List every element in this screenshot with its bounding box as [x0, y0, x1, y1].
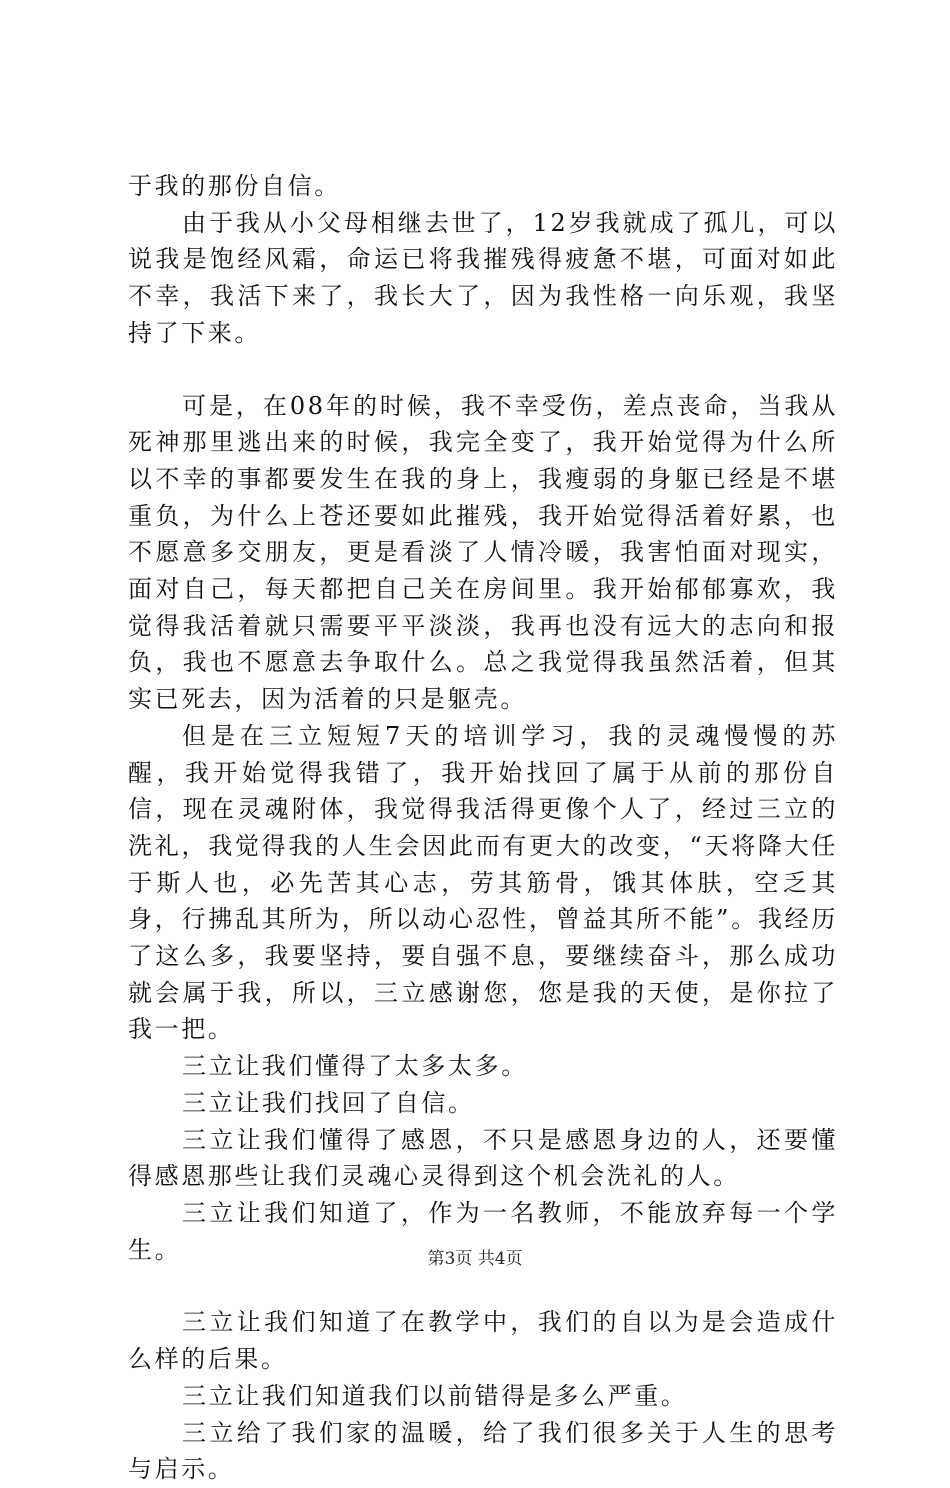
paragraph-1: 于我的那份自信。 — [128, 172, 341, 200]
paragraph-4: 但是在三立短短7天的培训学习，我的灵魂慢慢的苏醒，我开始觉得我错了，我开始找回了属于从前的那份自信，现在灵魂附体，我觉得我活得更像个人了，经过三立的洗礼，我觉得我的人生会因此而有更大的改变，“天将降大任于斯人也，必先苦其心志，劳其筋骨，饿其体肤，空乏其身，行拂乱其所为，所以动心忍性，曾益其所不能”。我经历了这么多，我要坚持，要自强不息，要继续奋斗，那么成功就会属于我，所以，三立感谢您，您是我的天使，是你拉了我一把。 — [128, 721, 838, 1044]
paragraph-2: 由于我从小父母相继去世了，12岁我就成了孤儿，可以说我是饱经风霜，命运已将我摧残得疲惫不堪，可面对如此不幸，我活下来了，我长大了，因为我性格一向乐观，我坚持了下来。 — [128, 208, 838, 347]
paragraph-6: 三立让我们找回了自信。 — [182, 1088, 475, 1117]
paragraph-9: 三立让我们知道了在教学中，我们的自以为是会造成什么样的后果。 — [128, 1308, 838, 1374]
paragraph-7: 三立让我们懂得了感恩，不只是感恩身边的人，还要懂得感恩那些让我们灵魂心灵得到这个机会洗礼的人。 — [128, 1125, 838, 1191]
page-footer: 第3页 共4页 — [427, 1249, 523, 1269]
paragraph-5: 三立让我们懂得了太多太多。 — [182, 1052, 528, 1081]
paragraph-8: 三立让我们知道了，作为一名教师，不能放弃每一个学生。 — [128, 1198, 838, 1264]
paragraph-11: 三立给了我们家的温暖，给了我们很多关于人生的思考与启示。 — [128, 1418, 838, 1484]
document-body — [128, 168, 838, 1488]
paragraph-3: 可是，在08年的时候，我不幸受伤，差点丧命，当我从死神那里逃出来的时候，我完全变了，我开始觉得为什么所以不幸的事都要发生在我的身上，我瘦弱的身躯已经是不堪重负，为什么上苍还要如此摧残，我开始觉得活着好累，也不愿意多交朋友，更是看淡了人情冷暖，我害怕面对现实，面对自己，每天都把自己关在房间里。我开始郁郁寡欢，我觉得我活着就只需要平平淡淡，我再也没有远大的志向和报负，我也不愿意去争取什么。总之我觉得我虽然活着，但其实已死去，因为活着的只是躯壳。 — [128, 391, 838, 714]
paragraph-10: 三立让我们知道我们以前错得是多么严重。 — [182, 1381, 688, 1410]
